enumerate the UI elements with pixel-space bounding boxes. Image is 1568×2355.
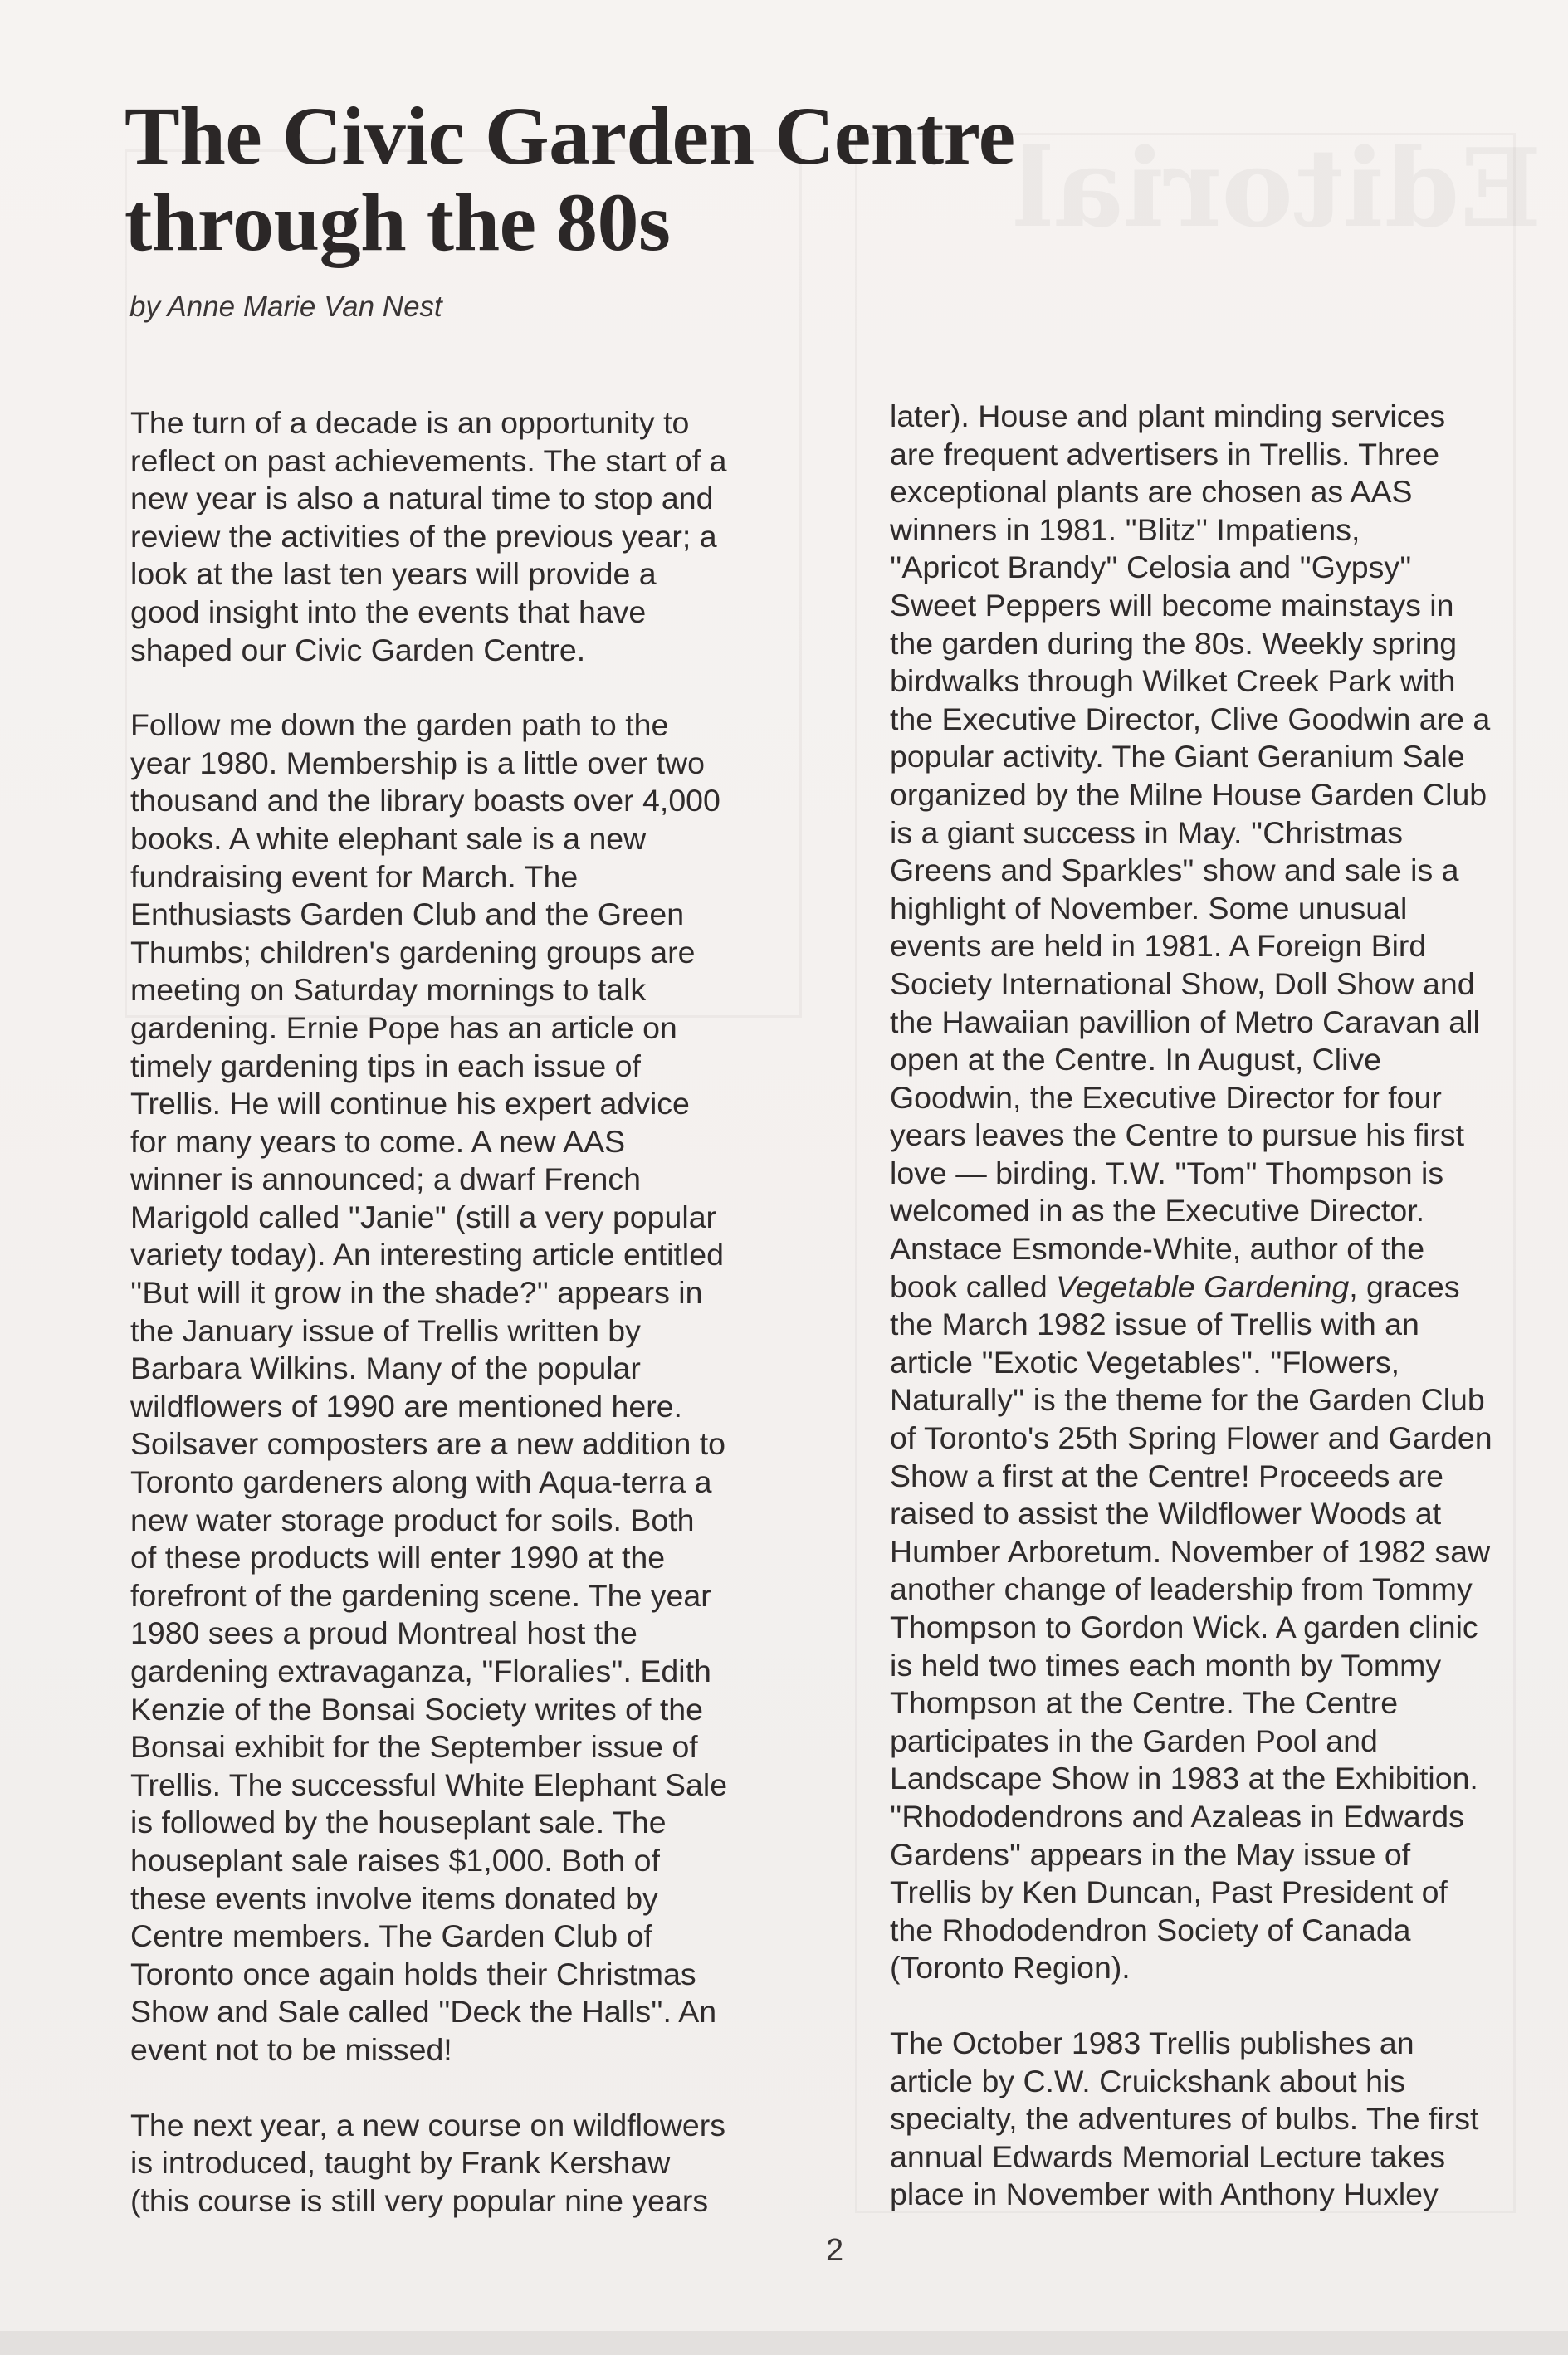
- right-paragraph-1: [890, 398, 1554, 1987]
- book-line-before: book called: [890, 1268, 1057, 1304]
- left-paragraph-3: The next year, a new course on wildflowers is introduced, taught by Frank Kershaw (this course is still very popular nine years: [130, 2107, 726, 2218]
- right-column: [890, 398, 1554, 2214]
- left-paragraph-2: Follow me down the garden path to the year 1980. Membership is a little over two thousand and the library boasts over 4,000 books. A white elephant sale is a new fundraising event for March. The Enthusiasts Garden Club and the Green Thumbs; children's gardening groups are meeting on Saturday mornings to talk gardening. Ernie Pope has an article on timely gardening tips in each issue of Trellis. He will continue his expert advice for many years to come. A new AAS winner is announced; a dwarf French Marigold called ''Janie'' (still a very popular variety today). An interesting article entitled ''But will it grow in the shade?'' appears in the January issue of Trellis written by Barbara Wilkins. Many of the popular wildflowers of 1990 are mentioned here. Soilsaver composters are a new addition to Toronto gardeners along with Aqua-terra a new water storage product for soils. Both of these products will enter 1990 at the forefront of the gardening scene. The year 1980 sees a proud Montreal host the gardening extravaganza, ''Floralies''. Edith Kenzie of the Bonsai Society writes of the Bonsai exhibit for the September issue of Trellis. The successful White Elephant Sale is followed by the houseplant sale. The houseplant sale raises $1,000. Both of these events involve items donated by Centre members. The Garden Club of Toronto once again holds their Christmas Show and Sale called ''Deck the Halls''. An event not to be missed!: [130, 707, 728, 2067]
- right-paragraph-2: The October 1983 Trellis publishes an article by C.W. Cruickshank about his specialty, the adventures of bulbs. The first annual Edwards Memorial Lecture takes place in November with Anthony Huxley: [890, 2025, 1479, 2212]
- left-paragraph-1: The turn of a decade is an opportunity to reflect on past achievements. The start of a new year is also a natural time to stop and review the activities of the previous year; a look at the last ten years will provide a good insight into the events that have shaped our Civic Garden Centre.: [130, 405, 727, 667]
- left-column: [130, 404, 803, 2220]
- article-byline: by Anne Marie Van Nest: [129, 291, 442, 323]
- right-paragraph-1-continued: the March 1982 issue of Trellis with an article ''Exotic Vegetables''. ''Flowers, Naturally'' is the theme for the Garden Club of Toronto's 25th Spring Flower and Garden Show a first at the Centre! Proceeds are raised to assist the Wildflower Woods at Humber Arboretum. November of 1982 saw another change of leadership from Tommy Thompson to Gordon Wick. A garden clinic is held two times each month by Tommy Thompson at the Centre. The Centre participates in the Garden Pool and Landscape Show in 1983 at the Exhibition. ''Rhododendrons and Azaleas in Edwards Gardens'' appears in the May issue of Trellis by Ken Duncan, Past President of the Rhododendron Society of Canada (Toronto Region).: [890, 1307, 1492, 1986]
- page-number: 2: [826, 2233, 844, 2268]
- bleed-through-heading: Editorial: [1013, 125, 1542, 252]
- page-bottom-edge: [0, 2331, 1568, 2355]
- right-paragraph-1-text: later). House and plant minding services are frequent advertisers in Trellis. Three exceptional plants are chosen as AAS winners in 1981. ''Blitz'' Impatiens, ''Apricot Brandy'' Celosia and ''Gypsy'' Sweet Peppers will become mainstays in the garden during the 80s. Weekly spring birdwalks through Wilket Creek Park with the Executive Director, Clive Goodwin are a popular activity. The Giant Geranium Sale organized by the Milne House Garden Club is a giant success in May. ''Christmas Greens and Sparkles'' show and sale is a highlight of November. Some unusual events are held in 1981. A Foreign Bird Society International Show, Doll Show and the Hawaiian pavillion of Metro Caravan all open at the Centre. In August, Clive Goodwin, the Executive Director for four years leaves the Centre to pursue his first love — birding. T.W. ''Tom'' Thompson is welcomed in as the Executive Director. Anstace Esmonde-White, author of the: [890, 398, 1491, 1267]
- book-line-after: , graces: [1349, 1268, 1460, 1304]
- article-title: The Civic Garden Centre through the 80s: [125, 90, 1015, 268]
- book-title: Vegetable Gardening: [1056, 1268, 1350, 1304]
